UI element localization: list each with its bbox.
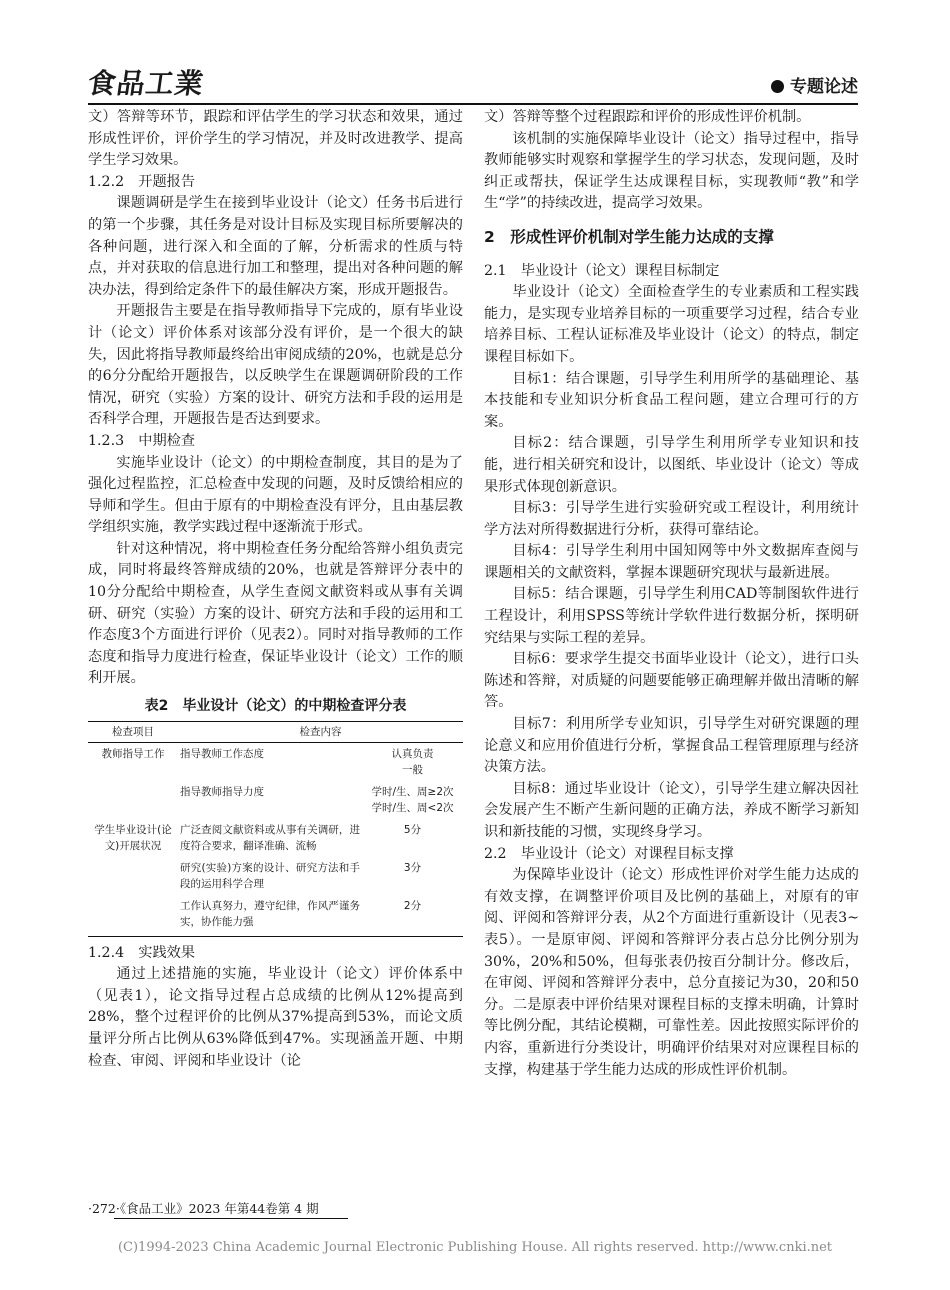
goal-6: 目标6：要求学生提交书面毕业设计（论文），进行口头陈述和答辩，对质疑的问题要能够正确理解并做出清晰的解答。: [484, 651, 859, 711]
score-text: 认真负责: [391, 747, 434, 760]
heading-1-2-3: 1.2.3 中期检查: [88, 432, 196, 449]
paragraph: 实施毕业设计（论文）的中期检查制度，其目的是为了强化过程监控，汇总检查中发现的问题，及时反馈给相应的导师和学生。但由于原有的中期检查没有评分，且由基层教学组织实施，教学实践过程中逐渐流于形式。: [88, 454, 463, 536]
journal-logo: 食品工業: [85, 67, 207, 100]
goal-5: 目标5：结合课题，引导学生利用CAD等制图软件进行工程设计，利用SPSS等统计学软件进行数据分析，探明研究结果与实际工程的差异。: [484, 586, 859, 646]
table-caption: 表2 毕业设计（论文）的中期检查评分表: [144, 698, 407, 715]
table-2: [88, 721, 463, 937]
heading-2-2: 2.2 毕业设计（论文）对课程目标支撑: [484, 845, 734, 862]
header-divider: [88, 103, 858, 105]
copyright-notice: (C)1994-2023 China Academic Journal Electronic Publishing House. All rights reserved. http://www.cnki.net: [117, 1240, 833, 1255]
paragraph: 文）答辩等环节，跟踪和评估学生的学习状态和效果，通过形成性评价，评价学生的学习情况，并及时改进教学、提高学生学习效果。: [88, 109, 463, 169]
right-column: [484, 107, 859, 1081]
paragraph: 毕业设计（论文）全面检查学生的专业素质和工程实践能力，是实现专业培养目标的一项重要学习过程，结合专业培养目标、工程认证标准及毕业设计（论文）的特点，制定课程目标如下。: [484, 284, 859, 365]
table-row: [88, 857, 463, 895]
section-label: 专题论述: [790, 77, 858, 97]
heading-2: 2 形成性评价机制对学生能力达成的支撑: [484, 227, 774, 246]
paragraph: 课题调研是学生在接到毕业设计（论文）任务书后进行的第一个步骤，其任务是对设计目标及实现目标所要解决的各种问题，进行深入和全面的了解，分析需求的性质与特点，并对获取的信息进行加工和整理，提出对各种问题的解决办法，得到给定条件下的最佳解决方案，形成开题报告。: [88, 195, 463, 298]
goal-2: 目标2：结合课题，引导学生利用所学专业知识和技能，进行相关研究和设计，以图纸、毕业设计（论文）等成果形式体现创新意识。: [484, 435, 859, 495]
table-header-content: 检查内容: [178, 721, 463, 742]
goal-8: 目标8：通过毕业设计（论文），引导学生建立解决因社会发展产生不断产生新问题的正确方法，养成不断学习新知识和新技能的习惯，实现终身学习。: [484, 780, 859, 840]
score-text: 学时/生、周<2次: [371, 801, 454, 814]
table-cell: 3分: [403, 861, 422, 874]
table-cell: 工作认真努力，遵守纪律，作风严谨务实，协作能力强: [178, 895, 362, 937]
paragraph: 为保障毕业设计（论文）形成性评价对学生能力达成的有效支撑，在调整评价项目及比例的基础上，对原有的审阅、评阅和答辩评分表，从2个方面进行重新设计（见表3~表5）。一是原审阅、评阅和答辩评分表占总分比例分别为30%，20%和50%，但每张表仍按百分制计分。修改后，在审阅、评阅和答辩评分表中，总分直接记为30，20和50分。二是原表中评价结果对课程目标的支撑未明确，计算时等比例分配，其结论模糊，可靠性差。因此按照实际评价的内容，重新进行分类设计，明确评价结果对对应课程目标的支撑，构建基于学生能力达成的形成性评价机制。: [484, 867, 859, 1078]
paragraph: 针对这种情况，将中期检查任务分配给答辩小组负责完成，同时将最终答辩成绩的20%，也就是答辩评分表中的10分分配给中期检查，从学生查阅文献资料或从事有关调研、研究（实验）方案的设计、研究方法和手段的运用和工作态度3个方面进行评价（见表2）。同时对指导教师的工作态度和指导力度进行检查，保证毕业设计（论文）工作的顺利开展。: [88, 540, 463, 687]
section-tag: [771, 72, 858, 97]
paragraph: 开题报告主要是在指导教师指导下完成的，原有毕业设计（论文）评价体系对该部分没有评价，是一个很大的缺失，因此将指导教师最终给出审阅成绩的20%，也就是总分的6分分配给开题报告，以反映学生在课题调研阶段的工作情况，研究（实验）方案的设计、研究方法和手段的运用是否科学合理，开题报告是否达到要求。: [88, 303, 463, 428]
table-row: [88, 819, 463, 857]
paragraph: 该机制的实施保障毕业设计（论文）指导过程中，指导教师能够实时观察和掌握学生的学习状态，发现问题，及时纠正或帮扶，保证学生达成课程目标，实现教师“教”和学生“学”的持续改进，提高学习效果。: [484, 130, 859, 212]
paragraph: 通过上述措施的实施，毕业设计（论文）评价体系中（见表1），论文指导过程占总成绩的比例从12%提高到28%，整个过程评价的比例从37%提高到53%，而论文质量评分所占比例从63%降低到47%。实现涵盖开题、中期检查、审阅、评阅和毕业设计（论: [88, 966, 463, 1069]
table-cell: [362, 742, 463, 781]
page-number: ·272·: [88, 1201, 120, 1216]
table-cell: 研究(实验)方案的设计、研究方法和手段的运用科学合理: [180, 861, 360, 890]
score-text: 学时/生、周≥2次: [371, 785, 454, 798]
table-cell: [362, 781, 463, 819]
heading-1-2-4: 1.2.4 实践效果: [88, 944, 196, 961]
table-cell: 教师指导工作: [101, 747, 165, 760]
bullet-icon: [771, 80, 784, 93]
page-footer: [88, 1199, 319, 1217]
paragraph: 文）答辩等整个过程跟踪和评价的形成性评价机制。: [484, 109, 811, 125]
goal-3: 目标3：引导学生进行实验研究或工程设计，利用统计学方法对所得数据进行分析，获得可靠结论。: [484, 500, 859, 538]
table-row: [88, 895, 463, 937]
goal-4: 目标4：引导学生利用中国知网等中外文数据库查阅与课题相关的文献资料，掌握本课题研究现状与最新进展。: [484, 543, 859, 581]
goal-7: 目标7：利用所学专业知识，引导学生对研究课题的理论意义和应用价值进行分析，掌握食品工程管理原理与经济决策方法。: [484, 716, 859, 776]
table-cell: 指导教师工作态度: [180, 747, 264, 760]
heading-1-2-2: 1.2.2 开题报告: [88, 173, 196, 190]
table-cell: 学生毕业设计(论文)开展状况: [94, 823, 172, 852]
table-cell: 广泛查阅文献资料或从事有关调研，进度符合要求，翻译准确、流畅: [180, 823, 360, 852]
journal-info: 《食品工业》2023 年第44卷第 4 期: [119, 1201, 319, 1216]
table-cell: 指导教师指导力度: [180, 785, 264, 798]
goal-1: 目标1：结合课题，引导学生利用所学的基础理论、基本技能和专业知识分析食品工程问题，建立合理可行的方案。: [484, 370, 859, 430]
footer-divider: [114, 1218, 348, 1219]
heading-2-1: 2.1 毕业设计（论文）课程目标制定: [484, 262, 720, 279]
table-row: [88, 781, 463, 819]
score-text: 一般: [402, 763, 423, 776]
page-header: [85, 60, 858, 104]
table-row: [88, 742, 463, 781]
table-cell: 2分: [362, 895, 463, 937]
left-column: [88, 107, 463, 1072]
table-header-item: 检查项目: [88, 721, 178, 742]
table-cell: 5分: [403, 823, 422, 836]
